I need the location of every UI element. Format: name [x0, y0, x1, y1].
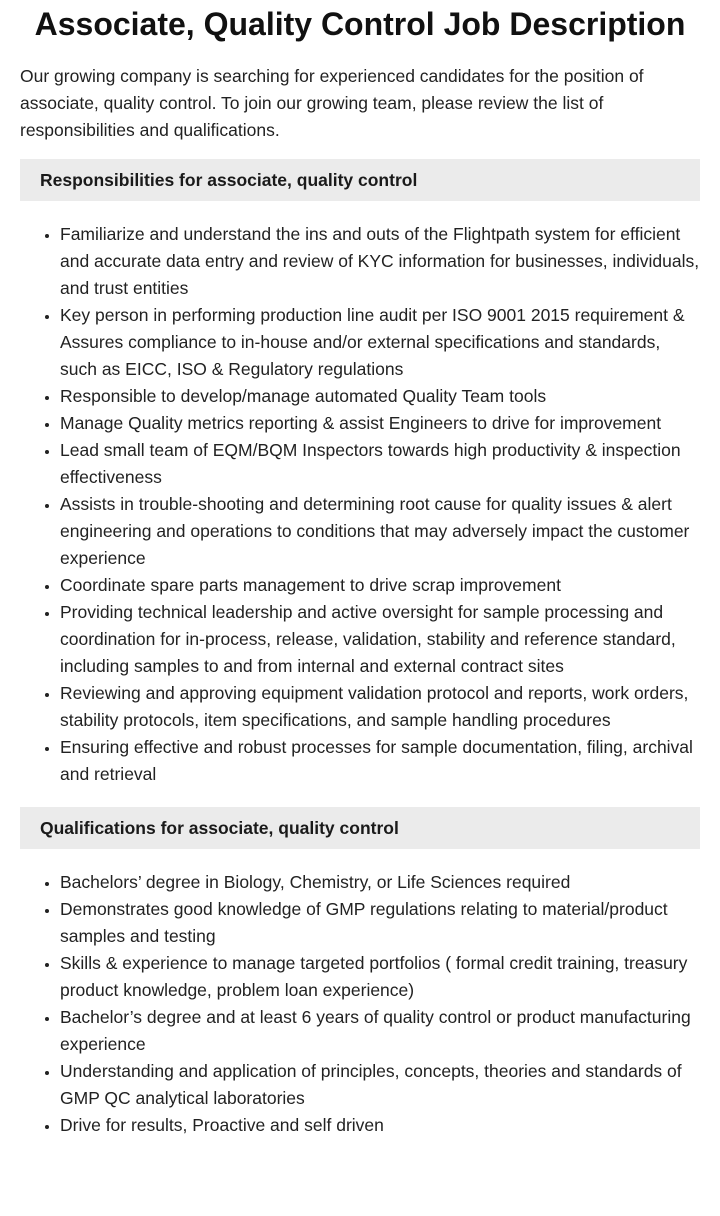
responsibilities-list: [20, 221, 700, 788]
qualifications-list: [20, 869, 700, 1139]
page-title: Associate, Quality Control Job Description: [34, 6, 686, 42]
qualification-item: • Demonstrates good knowledge of GMP regulations relating to material/product samples and testing: [60, 896, 700, 950]
qualification-item: • Drive for results, Proactive and self driven: [60, 1112, 700, 1139]
responsibility-item: • Coordinate spare parts management to drive scrap improvement: [60, 572, 700, 599]
qualification-item: • Understanding and application of principles, concepts, theories and standards of GMP QC analytical laboratories: [60, 1058, 700, 1112]
responsibility-item: • Key person in performing production line audit per ISO 9001 2015 requirement & Assures compliance to in-house and/or external specifications and standards, such as EICC, ISO & Regulatory regulations: [60, 302, 700, 383]
qualification-item: • Bachelor’s degree and at least 6 years of quality control or product manufacturing experience: [60, 1004, 700, 1058]
responsibilities-heading: Responsibilities for associate, quality control: [20, 159, 700, 201]
responsibility-item: • Responsible to develop/manage automated Quality Team tools: [60, 383, 700, 410]
qualification-item: • Skills & experience to manage targeted portfolios ( formal credit training, treasury product knowledge, problem loan experience): [60, 950, 700, 1004]
responsibility-item: • Ensuring effective and robust processes for sample documentation, filing, archival and retrieval: [60, 734, 700, 788]
intro-paragraph: Our growing company is searching for experienced candidates for the position of associate, quality control. To join our growing team, please review the list of responsibilities and qualifications.: [20, 66, 644, 140]
responsibility-item: • Manage Quality metrics reporting & assist Engineers to drive for improvement: [60, 410, 700, 437]
responsibility-item: • Providing technical leadership and active oversight for sample processing and coordination for in-process, release, validation, stability and reference standard, including samples to and from internal and external contract sites: [60, 599, 700, 680]
responsibility-item: • Familiarize and understand the ins and outs of the Flightpath system for efficient and accurate data entry and review of KYC information for businesses, individuals, and trust entities: [60, 221, 700, 302]
responsibility-item: • Assists in trouble-shooting and determining root cause for quality issues & alert engineering and operations to conditions that may adversely impact the customer experience: [60, 491, 700, 572]
qualifications-heading: Qualifications for associate, quality control: [20, 807, 700, 849]
qualification-item: • Bachelors’ degree in Biology, Chemistry, or Life Sciences required: [60, 869, 700, 896]
responsibility-item: • Reviewing and approving equipment validation protocol and reports, work orders, stability protocols, item specifications, and sample handling procedures: [60, 680, 700, 734]
responsibility-item: • Lead small team of EQM/BQM Inspectors towards high productivity & inspection effectiveness: [60, 437, 700, 491]
